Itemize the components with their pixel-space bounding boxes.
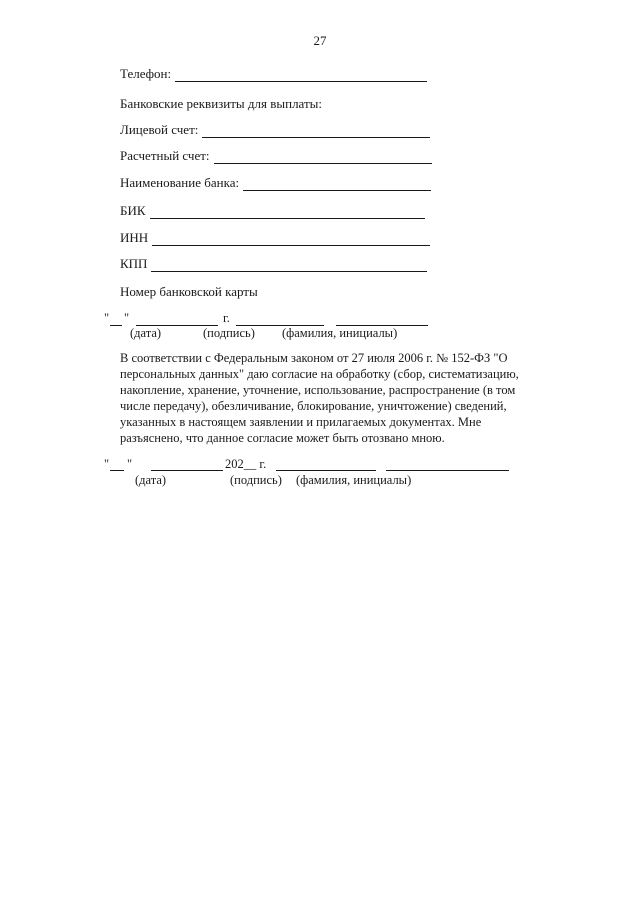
bank-name-row [120,175,431,191]
kpp-row [120,256,427,272]
sig2-label-date: (дата) [135,473,167,487]
inn-row [120,230,430,246]
sig1-label-signature: (подпись) [203,326,255,340]
sig2-signature-field[interactable] [276,470,376,471]
bank-name-label: Наименование банка: [120,175,240,190]
sig1-day-field[interactable] [110,325,122,326]
sig2-quote-open: " [104,457,110,471]
phone-label: Телефон: [120,66,172,81]
settlement-account-label: Расчетный счет: [120,148,210,163]
personal-account-row [120,122,430,138]
settlement-account-field[interactable] [214,151,432,164]
card-number-row [120,284,258,300]
bank-details-heading [120,96,322,112]
page-number: 27 [313,33,327,48]
card-number-label: Номер банковской карты [120,284,258,299]
bik-row [120,203,425,219]
inn-label: ИНН [120,230,149,245]
personal-account-field[interactable] [202,125,430,138]
sig2-day-field[interactable] [110,470,124,471]
sig2-quote-close: " [127,457,133,471]
kpp-label: КПП [120,256,148,271]
bik-label: БИК [120,203,146,218]
settlement-account-row [120,148,432,164]
sig1-label-name: (фамилия, инициалы) [282,326,398,340]
kpp-field[interactable] [151,259,427,272]
phone-row [120,66,427,82]
sig2-month-field[interactable] [151,470,223,471]
sig2-label-signature: (подпись) [230,473,282,487]
sig1-quote-close: " [124,311,130,325]
bank-details-heading-text: Банковские реквизиты для выплаты: [120,96,323,111]
inn-field[interactable] [152,233,430,246]
consent-paragraph: В соответствии с Федеральным законом от 27 июля 2006 г. № 152-ФЗ "О персональных данных" даю согласие на обработку (сбор, систематизацию, накопление, хранение, уточнение, использование, распространение (в том числе передачу), обезличивание, блокирование, уничтожение) сведений, указанных в настоящем заявлении и прилагаемых документах. Мне разъяснено, что данное согласие может быть отозвано мною. [120,351,519,445]
sig1-label-date: (дата) [130,326,162,340]
phone-field[interactable] [175,69,427,82]
sig2-name-field[interactable] [386,470,509,471]
sig1-quote-open: " [104,311,110,325]
bik-field[interactable] [150,206,425,219]
personal-account-label: Лицевой счет: [120,122,199,137]
sig2-label-name: (фамилия, инициалы) [296,473,412,487]
sig2-year: 202__ г. [225,457,267,471]
sig1-year-suffix: г. [223,311,230,325]
bank-name-field[interactable] [243,178,431,191]
